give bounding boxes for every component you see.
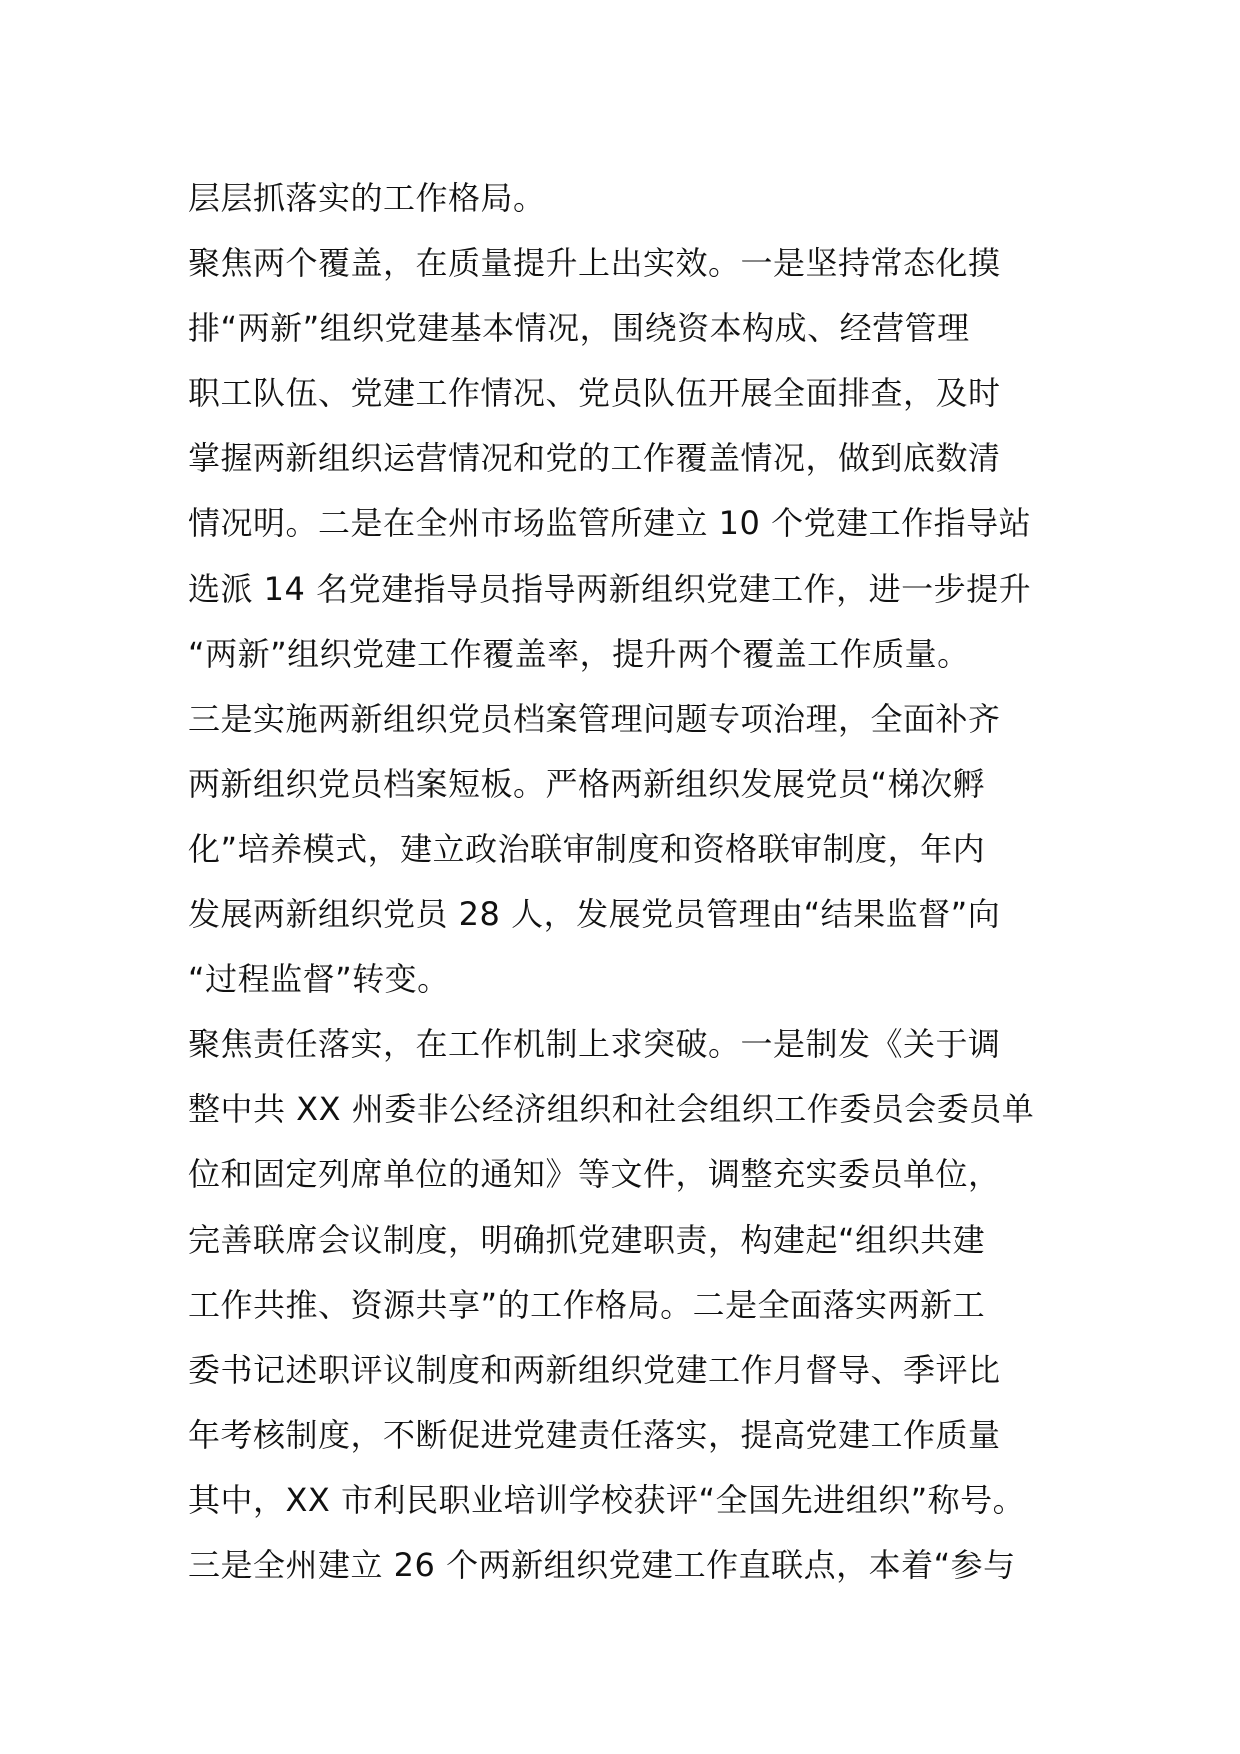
text-line: 情况明。二是在全州市场监管所建立 10 个党建工作指导站 [188, 504, 1032, 543]
text-line: “过程监督”转变。 [188, 960, 450, 999]
text-line: 职工队伍、党建工作情况、党员队伍开展全面排查，及时 [188, 374, 1001, 413]
text-line: 掌握两新组织运营情况和党的工作覆盖情况，做到底数清 [188, 439, 1001, 478]
text-line: 位和固定列席单位的通知》等文件，调整充实委员单位， [188, 1155, 1001, 1194]
text-line: 工作共推、资源共享”的工作格局。二是全面落实两新工 [188, 1285, 986, 1324]
text-line: 层层抓落实的工作格局。 [188, 179, 546, 217]
text-line: 三是实施两新组织党员档案管理问题专项治理，全面补齐 [188, 699, 1001, 738]
text-line: “两新”组织党建工作覆盖率，提升两个覆盖工作质量。 [188, 634, 970, 673]
text-line: 两新组织党员档案短板。严格两新组织发展党员“梯次孵 [188, 764, 986, 803]
text-line: 完善联席会议制度，明确抓党建职责，构建起“组织共建 [188, 1220, 986, 1259]
text-line: 发展两新组织党员 28 人，发展党员管理由“结果监督”向 [188, 895, 1001, 934]
text-line: 排“两新”组织党建基本情况，围绕资本构成、经营管理 [188, 309, 970, 348]
text-line: 委书记述职评议制度和两新组织党建工作月督导、季评比 [188, 1350, 1001, 1389]
text-line: 其中，XX 市利民职业培训学校获评“全国先进组织”称号。 [188, 1480, 1026, 1519]
text-line: 化”培养模式，建立政治联审制度和资格联审制度，年内 [188, 829, 986, 868]
text-line: 选派 14 名党建指导员指导两新组织党建工作，进一步提升 [188, 569, 1032, 608]
text-line: 三是全州建立 26 个两新组织党建工作直联点，本着“参与 [188, 1545, 1016, 1584]
body-text [188, 166, 1088, 1598]
text-line: 聚焦责任落实，在工作机制上求突破。一是制发《关于调 [188, 1025, 1001, 1064]
text-line: 聚焦两个覆盖，在质量提升上出实效。一是坚持常态化摸 [188, 244, 1001, 283]
text-line: 年考核制度，不断促进党建责任落实，提高党建工作质量 [188, 1415, 1001, 1454]
text-line: 整中共 XX 州委非公经济组织和社会组织工作委员会委员单 [188, 1090, 1035, 1129]
